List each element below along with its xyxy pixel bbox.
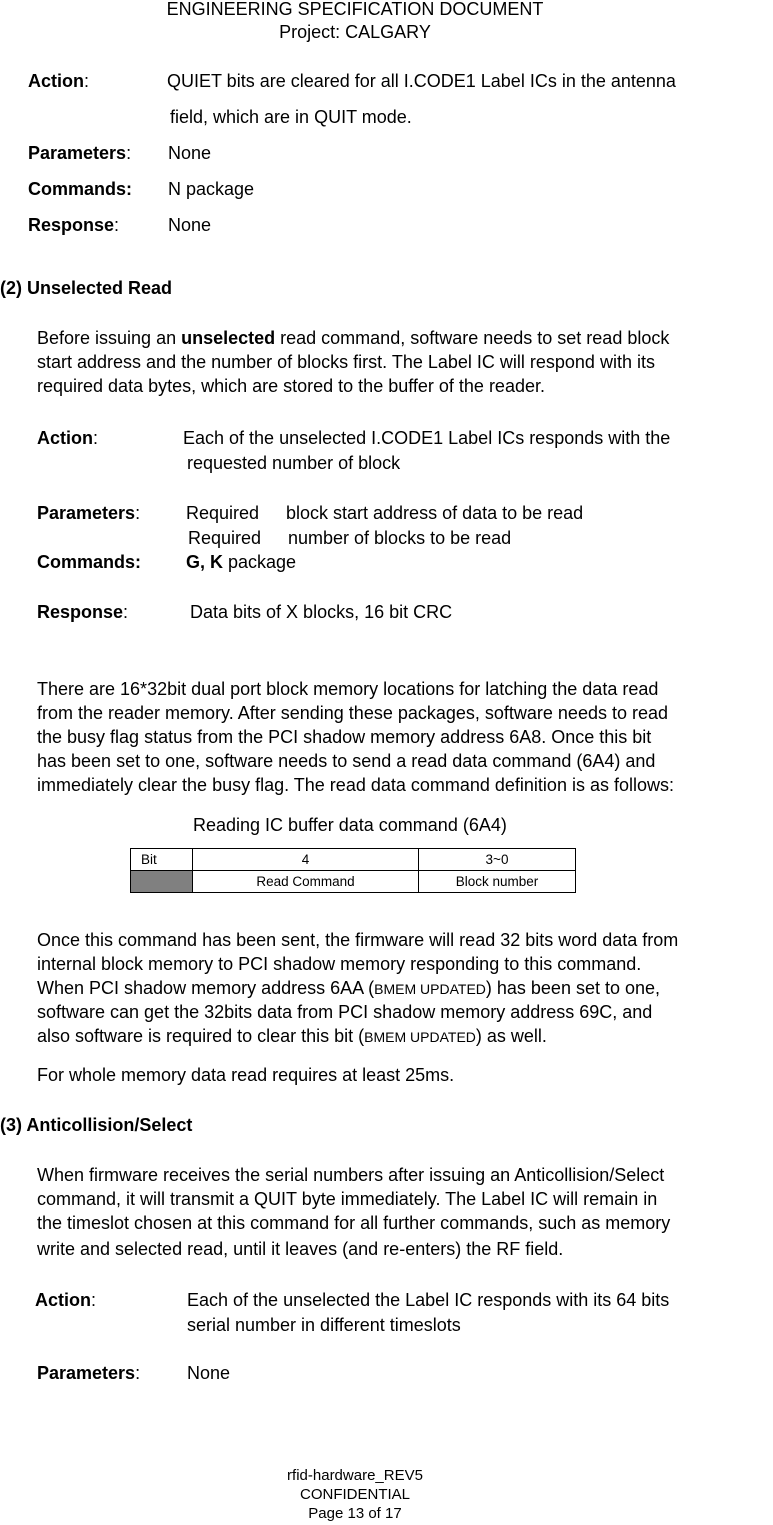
- project-name: Project: CALGARY: [279, 22, 431, 42]
- unselected-commands-value: [186, 551, 296, 573]
- bmem-updated-text: BMEM UPDATED: [374, 981, 486, 997]
- para3-line1: Once this command has been sent, the firmware will read 32 bits word data from: [37, 930, 679, 950]
- para2-line4: has been set to one, software needs to send a read data command (6A4) and: [37, 751, 656, 771]
- unselected-parameters-label: Parameters: [37, 503, 136, 523]
- quit-action-label: Action: [28, 71, 84, 91]
- para4: For whole memory data read requires at least 25ms.: [37, 1065, 455, 1085]
- para2-line2: from the reader memory. After sending these packages, software needs to read: [37, 703, 669, 723]
- intro-text: Before issuing an: [37, 328, 182, 348]
- quit-commands-value: N package: [168, 179, 255, 199]
- param-line1-b: block start address of data to be read: [286, 503, 584, 523]
- unselected-intro-line3: required data bytes, which are stored to the buffer of the reader.: [37, 376, 545, 396]
- para3-line5-text-end: ) as well.: [475, 1026, 547, 1046]
- param-line2-b: number of blocks to be read: [288, 528, 512, 548]
- para3-line2: internal block memory to PCI shadow memory responding to this command.: [37, 954, 642, 974]
- para3-line4: software can get the 32bits data from PCI shadow memory address 69C, and: [37, 1002, 653, 1022]
- quit-response-value: None: [168, 215, 212, 235]
- para3-line3-text: When PCI shadow memory address 6AA (: [37, 978, 375, 998]
- para3-line3: [37, 977, 660, 1000]
- anticollision-line3: the timeslot chosen at this command for all further commands, such as memory: [37, 1213, 671, 1233]
- anticollision-action-label: Action: [35, 1290, 91, 1310]
- anticollision-parameters-label: Parameters: [37, 1363, 136, 1383]
- document-title: ENGINEERING SPECIFICATION DOCUMENT: [166, 0, 544, 19]
- table-caption: Reading IC buffer data command (6A4): [193, 815, 507, 835]
- anticollision-action-row: Action:: [35, 1290, 97, 1310]
- param-line1-a: Required: [186, 503, 260, 523]
- quit-action-row: Action:: [28, 71, 90, 91]
- param-line2-a: Required: [188, 528, 262, 548]
- quit-response-label: Response: [28, 215, 115, 235]
- para2-line5: immediately clear the busy flag. The read data command definition is as follows:: [37, 775, 674, 795]
- unselected-intro-line2: start address and the number of blocks first. The Label IC will respond with its: [37, 352, 655, 372]
- intro-text-after: read command, software needs to set read block: [275, 328, 670, 348]
- unselected-parameters-row: Parameters:: [37, 503, 141, 523]
- commands-bold: G, K: [186, 552, 224, 572]
- para3-line5-text: also software is required to clear this bit (: [37, 1026, 365, 1046]
- anticollision-action-line2: serial number in different timeslots: [187, 1315, 461, 1335]
- para3-line3-text-end: ) has been set to one,: [485, 978, 661, 998]
- quit-action-line1: QUIET bits are cleared for all I.CODE1 Label ICs in the antenna: [167, 71, 676, 91]
- section-heading-unselected-read: (2) Unselected Read: [0, 278, 173, 298]
- quit-action-line2: field, which are in QUIT mode.: [170, 107, 412, 127]
- unselected-action-line2: requested number of block: [187, 453, 401, 473]
- para2-line3: the busy flag status from the PCI shadow memory address 6A8. Once this bit: [37, 727, 652, 747]
- para2-line1: There are 16*32bit dual port block memory locations for latching the data read: [37, 679, 659, 699]
- section-heading-anticollision: (3) Anticollision/Select: [0, 1115, 193, 1135]
- table-cell: Bit: [131, 849, 193, 871]
- unselected-action-row: Action:: [37, 428, 99, 448]
- anticollision-line2: command, it will transmit a QUIT byte immediately. The Label IC will remain in: [37, 1189, 658, 1209]
- anticollision-parameters-row: Parameters:: [37, 1363, 141, 1383]
- anticollision-line4: write and selected read, until it leaves (and re-enters) the RF field.: [37, 1239, 564, 1259]
- quit-parameters-value: None: [168, 143, 212, 163]
- table-header-row: [131, 849, 576, 871]
- intro-bold-text: unselected: [181, 328, 276, 348]
- unselected-intro-line1: [37, 327, 669, 349]
- buffer-command-table: [130, 848, 576, 893]
- para3-line5: [37, 1025, 547, 1048]
- quit-commands-label: Commands:: [28, 179, 133, 199]
- anticollision-parameters-value: None: [187, 1363, 231, 1383]
- commands-rest: package: [223, 552, 297, 572]
- footer-confidential: CONFIDENTIAL: [299, 1486, 410, 1503]
- table-cell: 4: [193, 849, 419, 871]
- unselected-action-label: Action: [37, 428, 93, 448]
- unselected-response-value: Data bits of X blocks, 16 bit CRC: [190, 602, 453, 622]
- unselected-response-row: Response:: [37, 602, 129, 622]
- anticollision-line1: When firmware receives the serial numbers after issuing an Anticollision/Select: [37, 1165, 665, 1185]
- table-cell: Block number: [419, 871, 576, 893]
- bmem-updated-text: BMEM UPDATED: [364, 1029, 476, 1045]
- table-cell: Read Command: [193, 871, 419, 893]
- unselected-response-label: Response: [37, 602, 124, 622]
- quit-response-row: Response:: [28, 215, 120, 235]
- quit-parameters-row: Parameters:: [28, 143, 132, 163]
- table-cell: 3~0: [419, 849, 576, 871]
- table-cell-shaded: [131, 871, 193, 893]
- table-row: [131, 871, 576, 893]
- unselected-action-line1: Each of the unselected I.CODE1 Label ICs responds with the: [183, 428, 671, 448]
- footer-page-number: Page 13 of 17: [308, 1505, 402, 1522]
- anticollision-action-line1: Each of the unselected the Label IC responds with its 64 bits: [187, 1290, 670, 1310]
- quit-parameters-label: Parameters: [28, 143, 127, 163]
- footer-doc-id: rfid-hardware_REV5: [287, 1467, 423, 1484]
- unselected-commands-label: Commands:: [37, 552, 142, 572]
